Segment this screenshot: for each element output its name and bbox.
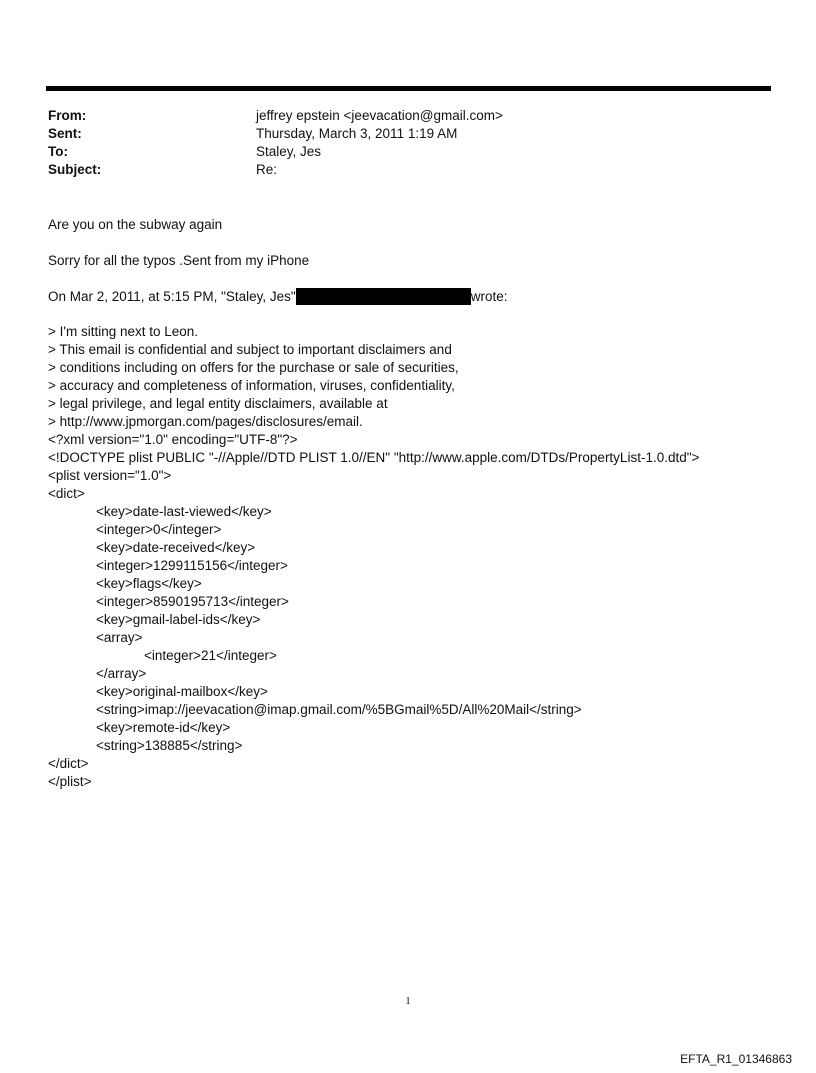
sent-label: Sent: bbox=[48, 126, 82, 141]
xml-line: <string>imap://jeevacation@imap.gmail.com/%5BGmail%5D/All%20Mail</string> bbox=[96, 702, 582, 717]
reply-intro-start: On Mar 2, 2011, at 5:15 PM, "Staley, Jes" bbox=[48, 289, 296, 304]
to-value: Staley, Jes bbox=[256, 144, 322, 159]
xml-line: <integer>1299115156</integer> bbox=[96, 558, 288, 573]
xml-line: </plist> bbox=[48, 774, 92, 789]
quoted-line: > legal privilege, and legal entity disclaimers, available at bbox=[48, 396, 388, 411]
page-number: 1 bbox=[405, 995, 411, 1007]
quoted-line: > This email is confidential and subject to important disclaimers and bbox=[48, 342, 452, 357]
body-line-1: Are you on the subway again bbox=[48, 217, 223, 232]
xml-line: <key>flags</key> bbox=[96, 576, 202, 591]
xml-line: <integer>8590195713</integer> bbox=[96, 594, 289, 609]
xml-line: <!DOCTYPE plist PUBLIC "-//Apple//DTD PLIST 1.0//EN" "http://www.apple.com/DTDs/PropertyList-1.0.dtd"> bbox=[48, 450, 700, 465]
xml-line: <?xml version="1.0" encoding="UTF-8"?> bbox=[48, 432, 298, 447]
xml-line: <key>remote-id</key> bbox=[96, 720, 231, 735]
subject-value: Re: bbox=[256, 162, 278, 177]
sent-value: Thursday, March 3, 2011 1:19 AM bbox=[256, 126, 458, 141]
reply-intro bbox=[48, 288, 507, 306]
from-value: jeffrey epstein <jeevacation@gmail.com> bbox=[256, 108, 503, 123]
quoted-line: > conditions including on offers for the purchase or sale of securities, bbox=[48, 360, 459, 375]
xml-line: <key>original-mailbox</key> bbox=[96, 684, 268, 699]
redaction-bar bbox=[296, 288, 471, 305]
quoted-line: > accuracy and completeness of information, viruses, confidentiality, bbox=[48, 378, 455, 393]
xml-line: <dict> bbox=[48, 486, 85, 501]
xml-line: <key>gmail-label-ids</key> bbox=[96, 612, 261, 627]
xml-line: <plist version="1.0"> bbox=[48, 468, 172, 483]
header-rule bbox=[46, 86, 771, 91]
subject-label: Subject: bbox=[48, 162, 102, 177]
quoted-line: > http://www.jpmorgan.com/pages/disclosures/email. bbox=[48, 414, 363, 429]
reply-intro-end: wrote: bbox=[470, 289, 508, 304]
to-label: To: bbox=[48, 144, 68, 159]
quoted-line: > I'm sitting next to Leon. bbox=[48, 324, 199, 339]
body-line-2: Sorry for all the typos .Sent from my iPhone bbox=[48, 253, 310, 268]
xml-line: <integer>0</integer> bbox=[96, 522, 222, 537]
quoted-content bbox=[48, 323, 699, 791]
xml-line: <array> bbox=[96, 630, 143, 645]
xml-line: <key>date-last-viewed</key> bbox=[96, 504, 272, 519]
xml-line: </dict> bbox=[48, 756, 89, 771]
xml-line: <integer>21</integer> bbox=[144, 648, 277, 663]
xml-line: <key>date-received</key> bbox=[96, 540, 256, 555]
document-id: EFTA_R1_01346863 bbox=[680, 1052, 792, 1066]
from-label: From: bbox=[48, 108, 87, 123]
xml-line: </array> bbox=[96, 666, 147, 681]
xml-line: <string>138885</string> bbox=[96, 738, 243, 753]
